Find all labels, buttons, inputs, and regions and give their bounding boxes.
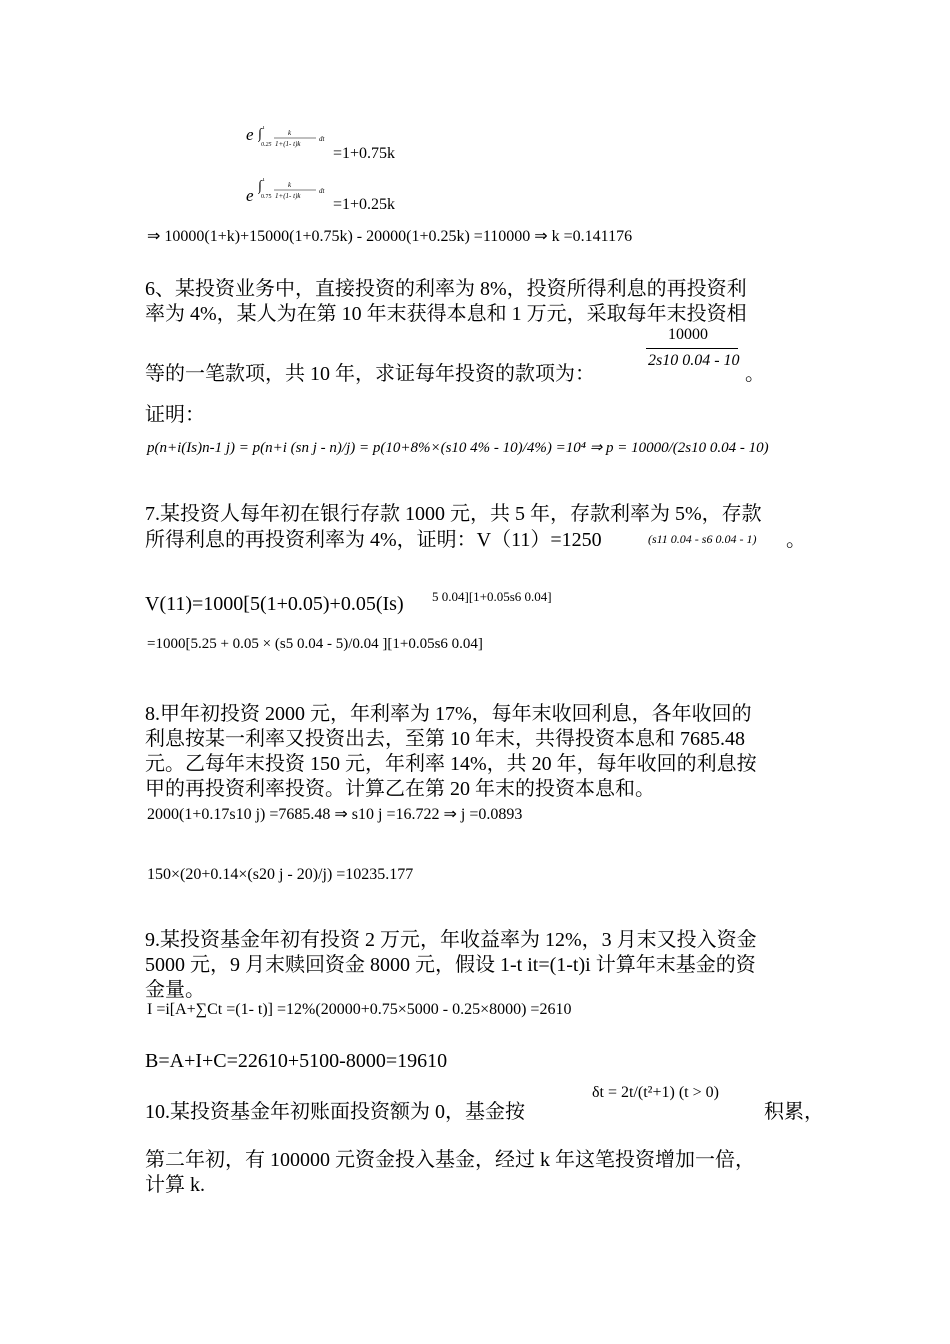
svg-text:1+(1- t)k: 1+(1- t)k — [275, 140, 301, 148]
svg-text:0.75: 0.75 — [261, 194, 272, 200]
q10-line-2: 第二年初，有 100000 元资金投入基金，经过 k 年这笔投资增加一倍， — [145, 1149, 755, 1171]
q10-line-1-b: 积累， — [764, 1101, 824, 1123]
q8-formula-2: 150×(20+0.14×(s20 j - 20)/j) =10235.177 — [147, 866, 414, 883]
q6-frac-num: 10000 — [668, 326, 708, 343]
q7-line-2: 所得利息的再投资利率为 4%，证明：V（11）=1250 — [145, 529, 602, 551]
q10-delta-formula: δt = 2t/(t²+1) (t > 0) — [592, 1084, 719, 1101]
q10-line-1-a: 10.某投资基金年初账面投资额为 0，基金按 — [145, 1101, 525, 1123]
svg-text:1: 1 — [262, 126, 265, 131]
formula-rhs-2: =1+0.25k — [333, 196, 396, 213]
q7-v-line-2: =1000[5.25 + 0.05 × (s5 0.04 - 5)/0.04 ][1+0.05s6 0.04] — [147, 636, 483, 652]
q7-line-2-end: 。 — [786, 529, 806, 551]
q8-line-1: 8.甲年初投资 2000 元，年利率为 17%，每年末收回利息，各年收回的 — [145, 703, 752, 725]
svg-text:1+(1- t)k: 1+(1- t)k — [275, 192, 301, 200]
q9-line-1: 9.某投资基金年初有投资 2 万元，年收益率为 12%，3 月末又投入资金 — [145, 929, 757, 951]
svg-text:1: 1 — [262, 178, 265, 183]
q9-line-3: 金量。 — [145, 979, 205, 1001]
svg-text:∫: ∫ — [258, 179, 262, 194]
formula-exponent-2 — [258, 178, 330, 206]
formula-e: e — [246, 125, 254, 144]
q6-proof-label: 证明： — [145, 404, 205, 426]
svg-text:dt: dt — [319, 135, 325, 143]
svg-text:k: k — [288, 129, 292, 137]
svg-text:dt: dt — [319, 187, 325, 195]
svg-text:0.25: 0.25 — [261, 142, 272, 148]
q7-line-1: 7.某投资人每年初在银行存款 1000 元，共 5 年，存款利率为 5%，存款 — [145, 503, 762, 525]
q8-line-4: 甲的再投资利率投资。计算乙在第 20 年末的投资本息和。 — [145, 778, 655, 800]
q8-line-2: 利息按某一利率又投资出去，至第 10 年末，共得投资本息和 7685.48 — [145, 728, 745, 750]
integral-exponent-2 — [258, 178, 330, 204]
formula-line-1 — [246, 125, 254, 145]
formula-rhs-1: =1+0.75k — [333, 145, 396, 162]
q7-line-2-tail: (s11 0.04 - s6 0.04 - 1) — [648, 532, 757, 546]
formula-e-2: e — [246, 186, 254, 205]
q7-v-line-1-tail: 5 0.04][1+0.05s6 0.04] — [432, 589, 552, 604]
q6-line-2: 率为 4%，某人为在第 10 年末获得本息和 1 万元，采取每年末投资相 — [145, 303, 747, 325]
q6-line-1: 6、某投资业务中，直接投资的利率为 8%，投资所得利息的再投资利 — [145, 278, 747, 300]
q9-line-2: 5000 元，9 月末赎回资金 8000 元，假设 1-t it=(1-t)i 计算年末基金的资 — [145, 954, 756, 976]
q6-end: 。 — [745, 363, 765, 385]
q6-frac-den: 2s10 0.04 - 10 — [648, 352, 740, 369]
q9-formula-1: I =i[A+∑Ct =(1- t)] =12%(20000+0.75×5000 - 0.25×8000) =2610 — [147, 1001, 572, 1018]
q10-line-3: 计算 k. — [145, 1174, 205, 1196]
q6-line-3: 等的一笔款项，共 10 年，求证每年投资的款项为： — [145, 363, 595, 385]
svg-text:k: k — [288, 181, 292, 189]
q7-v-line-1: V(11)=1000[5(1+0.05)+0.05(Is) — [145, 593, 404, 615]
q8-line-3: 元。乙每年末投资 150 元，年利率 14%，共 20 年，每年收回的利息按 — [145, 753, 757, 775]
q6-frac-bar — [646, 348, 738, 349]
q6-proof-formula: p(n+i(Is)n-1 j) = p(n+i (sn j - n)/j) = p(10+8%×(s10 4% - 10)/4%) =10⁴ ⇒ p = 10000/(2s10 0.04 - 10) — [147, 440, 769, 456]
formula-line-3: ⇒ 10000(1+k)+15000(1+0.75k) - 20000(1+0.25k) =110000 ⇒ k =0.141176 — [147, 228, 633, 245]
formula-line-2 — [246, 186, 254, 206]
integral-exponent-1 — [258, 126, 330, 152]
q9-formula-2: B=A+I+C=22610+5100-8000=19610 — [145, 1050, 448, 1072]
svg-text:∫: ∫ — [258, 127, 262, 142]
formula-exponent-1 — [258, 126, 330, 154]
q8-formula-1: 2000(1+0.17s10 j) =7685.48 ⇒ s10 j =16.722 ⇒ j =0.0893 — [147, 806, 523, 823]
